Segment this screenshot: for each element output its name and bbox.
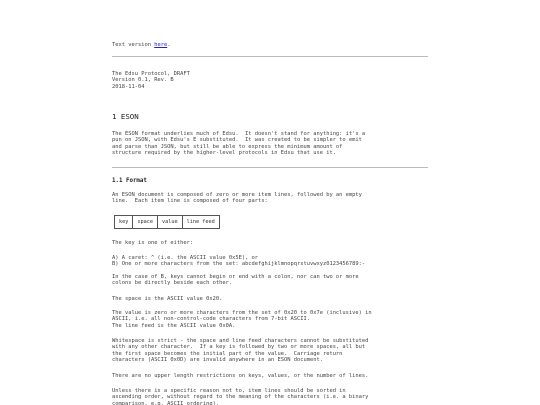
table-row (115, 216, 220, 229)
eson-intro-paragraph: The ESON format underlies much of Edsu. It doesn't stand for anything: it's a pun on JSON, with Edsu's E substituted. It was created to be simpler to emit and parse than JSON, but still be able to express the minimum amount of structure required by the higher-level protocols in Edsu that use it. (112, 131, 366, 156)
key-options-paragraph: A) A caret: ^ (i.e. the ASCII value 0x5E), or B) One or more characters from the set: abcdefghijklmnopqrstuvwxyz0123456789:- (112, 255, 366, 268)
text-version-link[interactable]: here (154, 42, 168, 48)
text-version-suffix: . (167, 42, 171, 48)
format-paragraph: An ESON document is composed of zero or more item lines, followed by an empty line. Each item line is composed of four parts: (112, 192, 362, 205)
subsection-heading-format: 1.1 Format (112, 178, 147, 184)
space-definition-paragraph: The space is the ASCII value 0x20. (112, 296, 223, 302)
table-cell-key: key (115, 216, 133, 229)
top-divider (112, 56, 428, 57)
meta-title: The Edsu Protocol, DRAFT (112, 71, 190, 77)
document-meta (112, 71, 190, 90)
meta-date: 2018-11-04 (112, 83, 145, 90)
text-version-prefix: Text version (112, 42, 155, 48)
section-heading-eson: 1 ESON (112, 112, 139, 121)
length-paragraph: There are no upper length restrictions on keys, values, or the number of lines. (112, 373, 369, 379)
whitespace-paragraph: Whitespace is strict - the space and line feed characters cannot be substituted with any other character. If a key is followed by two or more spaces, all but the first space becomes the initial part of the value. Carriage return characters (ASCII 0x0D) are invalid anywhere in an ESON document. (112, 338, 369, 363)
table-cell-space: space (133, 216, 158, 229)
ordering-paragraph: Unless there is a specific reason not to, item lines should be sorted in ascending order, without regard to the meaning of the characters (i.e. a binary comparison, e.g. ASCII ordering). (112, 388, 369, 405)
section-divider (112, 167, 428, 168)
text-version-line (112, 42, 170, 48)
key-intro-paragraph: The key is one of either: (112, 240, 194, 246)
item-line-parts-table (114, 215, 220, 229)
table-cell-value: value (158, 216, 183, 229)
table-cell-line-feed: line feed (182, 216, 219, 229)
meta-version: Version 0.1, Rev. B (112, 77, 174, 84)
key-rules-paragraph: In the case of B, keys cannot begin or end with a colon, nor can two or more colons be directly beside each other. (112, 274, 359, 287)
value-definition-paragraph: The value is zero or more characters from the set of 0x20 to 0x7e (inclusive) in ASCII, i.e. all non-control-code characters from 7-bit ASCII. The line feed is the ASCII value 0x0A. (112, 310, 372, 329)
